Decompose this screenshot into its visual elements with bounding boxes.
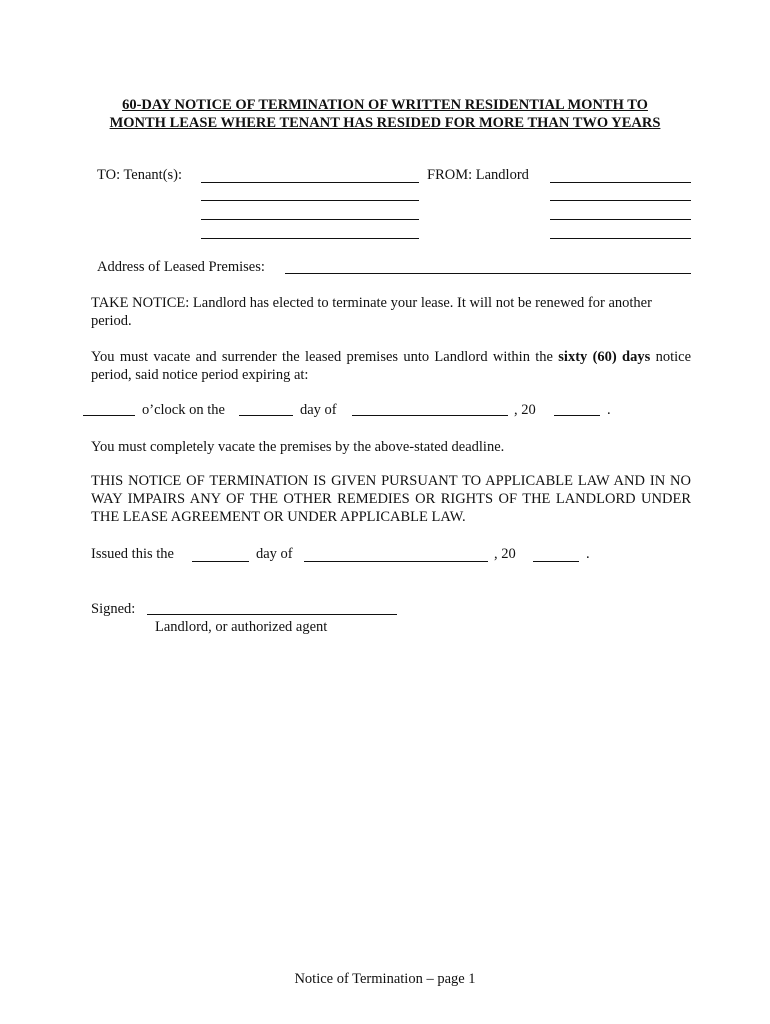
address-line[interactable]	[285, 273, 691, 274]
take-notice-paragraph: TAKE NOTICE: Landlord has elected to terminate your lease. It will not be renewed for another period.	[91, 295, 652, 329]
tenant-name-line-1[interactable]	[201, 182, 419, 183]
legal-paragraph: THIS NOTICE OF TERMINATION IS GIVEN PURSUANT TO APPLICABLE LAW AND IN NO WAY IMPAIRS ANY OF THE OTHER REMEDIES OR RIGHTS OF THE LANDLORD UNDER THE LEASE AGREEMENT OR UNDER APPLICABLE LAW.	[91, 473, 691, 525]
expiry-day-line[interactable]	[239, 415, 293, 416]
document-title	[60, 96, 710, 132]
from-landlord-label: FROM: Landlord	[427, 167, 529, 183]
tenant-name-line-3[interactable]	[201, 219, 419, 220]
vacate-paragraph	[91, 348, 691, 384]
expiry-day-of-label: day of	[300, 402, 337, 418]
landlord-name-line-3[interactable]	[550, 219, 691, 220]
issued-month-line[interactable]	[304, 561, 488, 562]
tenant-name-line-4[interactable]	[201, 238, 419, 239]
address-label: Address of Leased Premises:	[97, 259, 265, 275]
page-footer: Notice of Termination – page 1	[294, 971, 476, 987]
vacate-intro: You must vacate and surrender the leased premises unto Landlord within the	[91, 349, 553, 365]
signed-label: Signed:	[91, 601, 136, 617]
expiry-month-line[interactable]	[352, 415, 508, 416]
signature-line[interactable]	[147, 614, 397, 615]
vacate-period-bold: sixty (60) days	[558, 349, 651, 365]
expiry-year-prefix: , 20	[514, 402, 536, 418]
oclock-label: o’clock on the	[142, 402, 225, 418]
expiry-hour-line[interactable]	[83, 415, 135, 416]
tenant-name-line-2[interactable]	[201, 200, 419, 201]
issued-label: Issued this the	[91, 546, 174, 562]
landlord-name-line-2[interactable]	[550, 200, 691, 201]
signer-caption: Landlord, or authorized agent	[155, 619, 328, 635]
landlord-name-line-4[interactable]	[550, 238, 691, 239]
to-tenants-label: TO: Tenant(s):	[97, 167, 183, 183]
issued-year-line[interactable]	[533, 561, 579, 562]
vacate-rest: notice period, said notice period expiring at:	[91, 349, 692, 383]
title-line-1: 60-DAY NOTICE OF TERMINATION OF WRITTEN RESIDENTIAL MONTH TO	[122, 97, 648, 113]
issued-period: .	[586, 546, 590, 562]
expiry-period: .	[607, 402, 611, 418]
title-line-2: MONTH LEASE WHERE TENANT HAS RESIDED FOR MORE THAN TWO YEARS	[109, 115, 661, 131]
landlord-name-line-1[interactable]	[550, 182, 691, 183]
deadline-paragraph: You must completely vacate the premises by the above-stated deadline.	[91, 439, 505, 455]
issued-day-of-label: day of	[256, 546, 293, 562]
issued-year-prefix: , 20	[494, 546, 516, 562]
expiry-year-line[interactable]	[554, 415, 600, 416]
issued-day-line[interactable]	[192, 561, 249, 562]
